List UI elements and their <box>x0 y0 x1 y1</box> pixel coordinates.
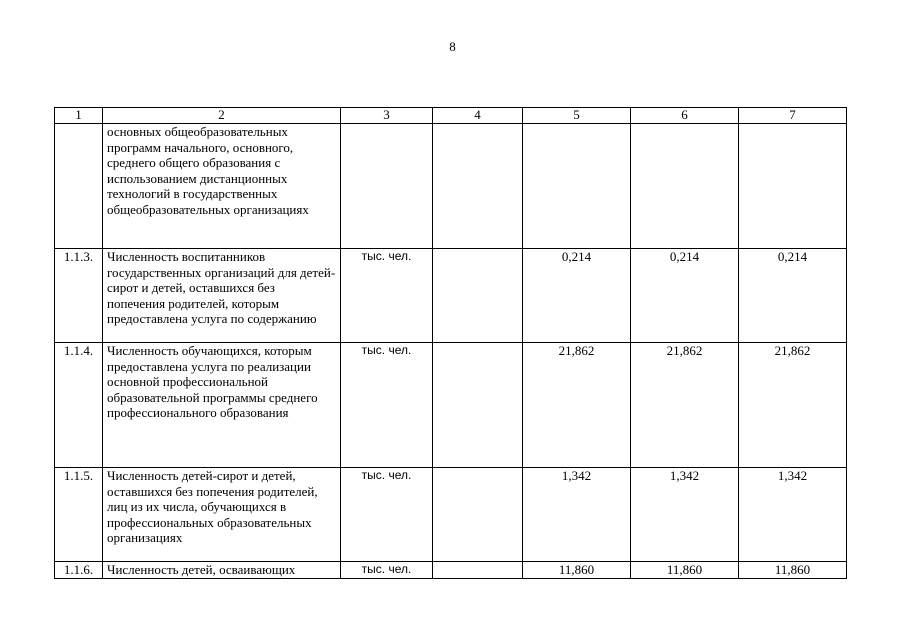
column-header: 3 <box>341 108 433 124</box>
row-number: 1.1.4. <box>55 343 103 468</box>
column-header: 7 <box>739 108 847 124</box>
unit-cell: тыс. чел. <box>341 249 433 343</box>
column-header: 5 <box>523 108 631 124</box>
indicator-name: Численность детей, осваивающих <box>103 562 341 579</box>
value-cell-7: 11,860 <box>739 562 847 579</box>
value-cell-5 <box>523 124 631 249</box>
value-cell-4 <box>433 468 523 562</box>
table-row <box>55 343 847 468</box>
value-cell-4 <box>433 249 523 343</box>
unit-cell: тыс. чел. <box>341 343 433 468</box>
table-row <box>55 124 847 249</box>
value-cell-7: 21,862 <box>739 343 847 468</box>
unit-cell: тыс. чел. <box>341 562 433 579</box>
page-number: 8 <box>449 39 456 54</box>
unit-cell: тыс. чел. <box>341 468 433 562</box>
value-cell-7 <box>739 124 847 249</box>
value-cell-5: 21,862 <box>523 343 631 468</box>
value-cell-4 <box>433 124 523 249</box>
value-cell-7: 0,214 <box>739 249 847 343</box>
table-row <box>55 562 847 579</box>
value-cell-6: 0,214 <box>631 249 739 343</box>
unit-cell <box>341 124 433 249</box>
value-cell-5: 0,214 <box>523 249 631 343</box>
value-cell-5: 1,342 <box>523 468 631 562</box>
value-cell-5: 11,860 <box>523 562 631 579</box>
column-header: 2 <box>103 108 341 124</box>
indicator-name: Численность детей-сирот и детей, оставшихся без попечения родителей, лиц из их числа, обучающихся в профессиональных образовательных организациях <box>103 468 341 562</box>
row-number: 1.1.6. <box>55 562 103 579</box>
row-number: 1.1.3. <box>55 249 103 343</box>
table-row <box>55 249 847 343</box>
table-row <box>55 468 847 562</box>
indicator-name: Численность воспитанников государственных организаций для детей-сирот и детей, оставшихся без попечения родителей, которым предоставлена услуга по содержанию <box>103 249 341 343</box>
value-cell-6: 1,342 <box>631 468 739 562</box>
value-cell-4 <box>433 562 523 579</box>
data-table <box>54 107 847 579</box>
value-cell-6: 11,860 <box>631 562 739 579</box>
row-number: 1.1.5. <box>55 468 103 562</box>
row-number <box>55 124 103 249</box>
value-cell-7: 1,342 <box>739 468 847 562</box>
value-cell-6: 21,862 <box>631 343 739 468</box>
value-cell-6 <box>631 124 739 249</box>
column-header: 4 <box>433 108 523 124</box>
value-cell-4 <box>433 343 523 468</box>
column-header: 6 <box>631 108 739 124</box>
indicator-name: Численность обучающихся, которым предоставлена услуга по реализации основной профессиональной образовательной программы среднего профессионального образования <box>103 343 341 468</box>
table-header-row <box>55 108 847 124</box>
column-header: 1 <box>55 108 103 124</box>
indicator-name: основных общеобразовательных программ начального, основного, среднего общего образования с использованием дистанционных технологий в государственных общеобразовательных организациях <box>103 124 341 249</box>
